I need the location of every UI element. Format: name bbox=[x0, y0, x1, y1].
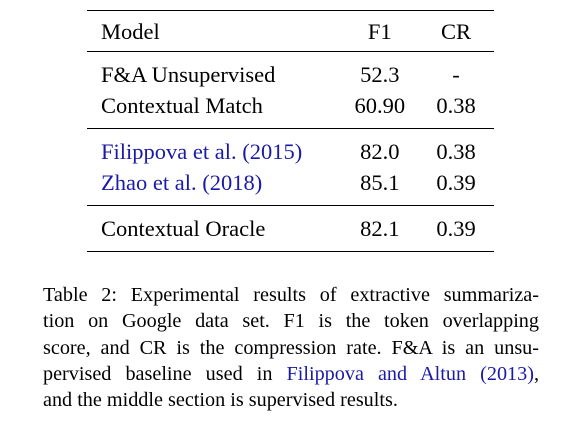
table-row bbox=[87, 136, 494, 167]
row-f1: 52.3 bbox=[360, 62, 400, 87]
table-row bbox=[87, 90, 494, 121]
table-row bbox=[87, 167, 494, 198]
table-row bbox=[87, 59, 494, 90]
row-cr: 0.39 bbox=[436, 170, 476, 195]
header-f1: F1 bbox=[367, 18, 392, 44]
row-model-citation-link[interactable]: Zhao et al. (2018) bbox=[101, 170, 263, 195]
header-model: Model bbox=[101, 18, 160, 44]
table-caption bbox=[43, 282, 539, 413]
row-cr: - bbox=[452, 62, 460, 87]
header-row bbox=[87, 11, 494, 52]
row-cr: 0.39 bbox=[436, 216, 476, 241]
caption-text: , bbox=[533, 362, 539, 385]
caption-line bbox=[43, 361, 539, 387]
caption-line: Table 2: Experimental results of extractive summariza- bbox=[43, 284, 539, 306]
table-row bbox=[87, 213, 494, 244]
row-cr: 0.38 bbox=[436, 93, 476, 118]
row-f1: 82.1 bbox=[360, 216, 400, 241]
row-model: F&A Unsupervised bbox=[101, 62, 276, 87]
row-model: Contextual Oracle bbox=[101, 216, 266, 241]
caption-line: tion on Google data set. F1 is the token overlapping bbox=[43, 310, 539, 333]
row-f1: 82.0 bbox=[360, 139, 400, 164]
results-table bbox=[87, 10, 494, 252]
caption-line: and the middle section is supervised results. bbox=[43, 389, 398, 412]
row-cr: 0.38 bbox=[436, 139, 476, 164]
header-cr: CR bbox=[441, 18, 472, 44]
row-model: Contextual Match bbox=[101, 93, 263, 118]
caption-citation-link[interactable]: Filippova and Altun (2013) bbox=[286, 362, 534, 385]
row-f1: 85.1 bbox=[360, 170, 400, 195]
caption-line: score, and CR is the compression rate. F&A is an unsu- bbox=[43, 336, 539, 359]
bottom-rule bbox=[87, 252, 494, 253]
caption-text: pervised baseline used in bbox=[43, 362, 287, 385]
row-f1: 60.90 bbox=[354, 93, 406, 118]
row-model-citation-link[interactable]: Filippova et al. (2015) bbox=[101, 139, 303, 164]
